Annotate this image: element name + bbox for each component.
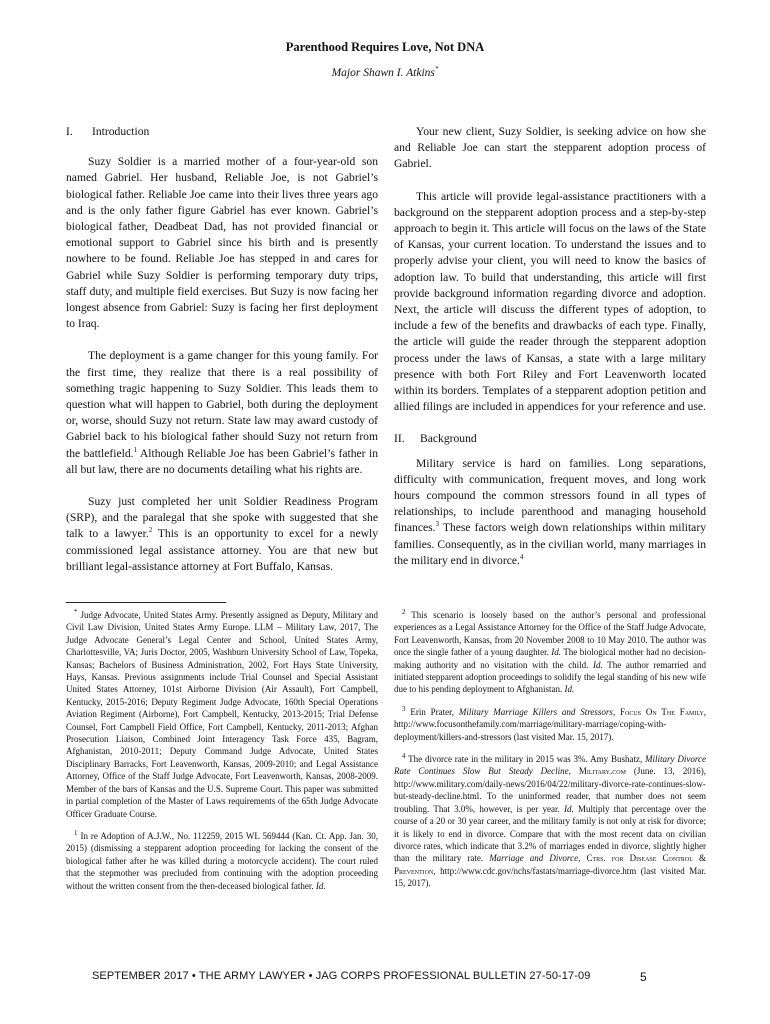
section-title: Introduction [92,125,150,138]
body-paragraph: This article will provide legal-assistance practitioners with a background on the stepparent adoption process and a step-by-step approach to begin it. This article will focus on the laws of the State of Kansas, your current location. To understand the issues and to properly advise your client, you will need to know the basics of adoption law. To build that understanding, this article will first provide background information regarding divorce and adoption. Next, the article will discuss the different types of adoption, to include a few of the benefits and drawbacks of each type. Finally, the article will guide the reader through the stepparent adoption process under the laws of Kansas, a state with a large military presence with both Fort Riley and Fort Leavenworth located within its borders. Templates of a stepparent adoption petition and allied filings are included in appendices for your reference and use. [394,189,706,414]
page-footer: SEPTEMBER 2017 • THE ARMY LAWYER • JAG CORPS PROFESSIONAL BULLETIN 27-50-17-09 [92,970,591,982]
footnote-2: $^2$ This scenario is loosely based on the author’s personal and professional experiences as a Legal Assistance Attorney for the Office of the Staff Judge Advocate, Fort Leavenworth, Kansas, from 20 November 2008 to 10 May 2010. The author was once the single father of a young daughter. Id. The biological mother had no decision-making authority and no visitation with the child. Id. The author remarried and initiated stepparent adoption proceedings to solidify the legal standing of his new wife due to his pending deployment to Afghanistan. Id. [394,608,707,695]
section-title: Background [420,432,477,446]
left-column [66,124,378,575]
body-paragraph: Military service is hard on families. Long separations, difficulty with communication, frequent moves, and long work hours compound the common stressors found in all types of relationships, to include parenthood and managing household finances.$^3$ These factors weigh down relationships within military families. Consequently, as in the civilian world, many marriages in the military end in divorce.$^4$ [394,456,706,567]
section-number: I. [66,125,73,138]
page-number: 5 [640,970,647,984]
author-name: Major Shawn I. Atkins [331,67,435,79]
body-paragraph: Your new client, Suzy Soldier, is seeking advice on how she and Reliable Joe can start the stepparent adoption process of Gabriel. [394,125,706,171]
right-column [394,124,706,569]
author-footnote-mark: * [434,65,439,74]
section-heading-background [394,431,706,447]
article-author [0,67,770,79]
footnotes-right [394,609,706,890]
footnote-author: * Judge Advocate, United States Army. Presently assigned as Deputy, Military and Civil Law Division, United States Army Europe. LLM – Military Law, 2017, The Judge Advocate General’s Legal Center and School, United States Army, Charlottesville, VA; Juris Doctor, 2005, Washburn University School of Law, Topeka, Kansas; Bachelors of Business Administration, 2002, Fort Hays State University, Hays, Kansas. Previous assignments include Trial Counsel and Special Assistant United States Attorney, 101st Airborne Division (Air Assault), Fort Campbell, Kentucky, 2015-2016; Deputy Regiment Judge Advocate, 160th Special Operations Aviation Regiment (Airborne), Fort Campbell, Kentucky, 2013-2015; Trial Defense Counsel, Fort Campbell Field Office, Fort Campbell, Kentucky, 2011-2013; Afghan Prosecution Liaison, Combined Joint Interagency Task Force 435, Bagram, Afghanistan, 2010-2011; Deputy Command Judge Advocate, United States Disciplinary Barracks, Fort Leavenworth, Kansas, 2009-2010; and Legal Assistance Attorney, Office of the Staff Judge Advocate, Fort Leavenworth, Kansas, 2008-2009. Member of the bars of Kansas and the U.S. Supreme Court. This paper was submitted in partial completion of the Master of Laws requirements of the 65th Judge Advocate Officer Graduate Course. [66,608,379,819]
footnote-ref: 4 [519,553,524,562]
section-number: II. [394,432,405,446]
footnote-4: $^4$ The divorce rate in the military in 2015 was 3%. Amy Bushatz, Military Divorce Rate Continues Slow But Steady Decline, Military.com (June. 13, 2016), http://www.military.com/daily-news/2016/04/22/military-divorce-rate-continues-slow-but-steady-decline.html. To the uninformed reader, that number does not seem troubling. That 3.0%, however, is per year. Id. Multiply that percentage over the course of a 20 or 30 year career, and the military family is not only at risk for divorce; it is likely to end in divorce. Compare that with the most recent data on civilian divorce rates, which indicate that 3.2% of marriages ended in divorce, slightly higher than the military rate. Marriage and Divorce, Ctrs. for Disease Control & Prevention, http://www.cdc.gov/nchs/fastats/marriage-divorce.htm (last visited Mar. 15, 2017). [394,752,707,889]
footnote-divider [66,602,226,603]
body-paragraph: Suzy just completed her unit Soldier Readiness Program (SRP), and the paralegal that she spoke with suggested that she talk to a lawyer.$^2$ This is an opportunity to excel for a newly commissioned legal assistance attorney. You are that new but brilliant legal-assistance attorney at Fort Buffalo, Kansas. [66,495,378,573]
footnote-ref: 3 [435,520,440,529]
section-heading-introduction [66,124,378,140]
body-paragraph: Suzy Soldier is a married mother of a four-year-old son named Gabriel. Her husband, Reliable Joe, is not Gabriel’s biological father. Reliable Joe came into their lives three years ago and is the only father figure Gabriel has ever known. Gabriel’s biological father, Deadbeat Dad, has not provided financial or emotional support to Gabriel since his birth and is presently nowhere to be found. Reliable Joe has stepped in and cares for Gabriel while Suzy Soldier is performing temporary duty trips, staff duty, and multiple field exercises. But Suzy is now facing her longest absence from Gabriel: Suzy is facing her first deployment to Iraq. [66,155,378,331]
footnote-ref: 2 [148,526,153,535]
article-title: Parenthood Requires Love, Not DNA [285,40,485,54]
footnote-ref: 1 [133,445,138,454]
footnote-3: $^3$ Erin Prater, Military Marriage Killers and Stressors, Focus On The Family, http://www.focusonthefamily.com/marriage/military-marriage/coping-with-deployment/killers-and-stressors (last visited Mar. 15, 2017). [394,704,707,742]
footnote-1: $^1$ In re Adoption of A.J.W., No. 112259, 2015 WL 569444 (Kan. Ct. App. Jan. 30, 2015) (dismissing a stepparent adoption proceeding for lacking the consent of the biological father after he was killed during a motorcycle accident). The court ruled that the stepmother was precluded from continuing with the adoption proceeding without the written consent from the then-deceased biological father. Id. [66,828,379,891]
footnotes-left [66,609,378,892]
body-paragraph: The deployment is a game changer for this young family. For the first time, they realize that there is a real possibility of something tragic happening to Suzy Soldier. This leads them to question what will happen to Gabriel, both during the deployment or, worse, should Suzy not return. State law may award custody of Gabriel back to his biological father should Suzy not return from the battlefield.$^1$ Although Reliable Joe has been Gabriel’s father in all but law, there are no documents detailing what his rights are. [66,349,378,476]
